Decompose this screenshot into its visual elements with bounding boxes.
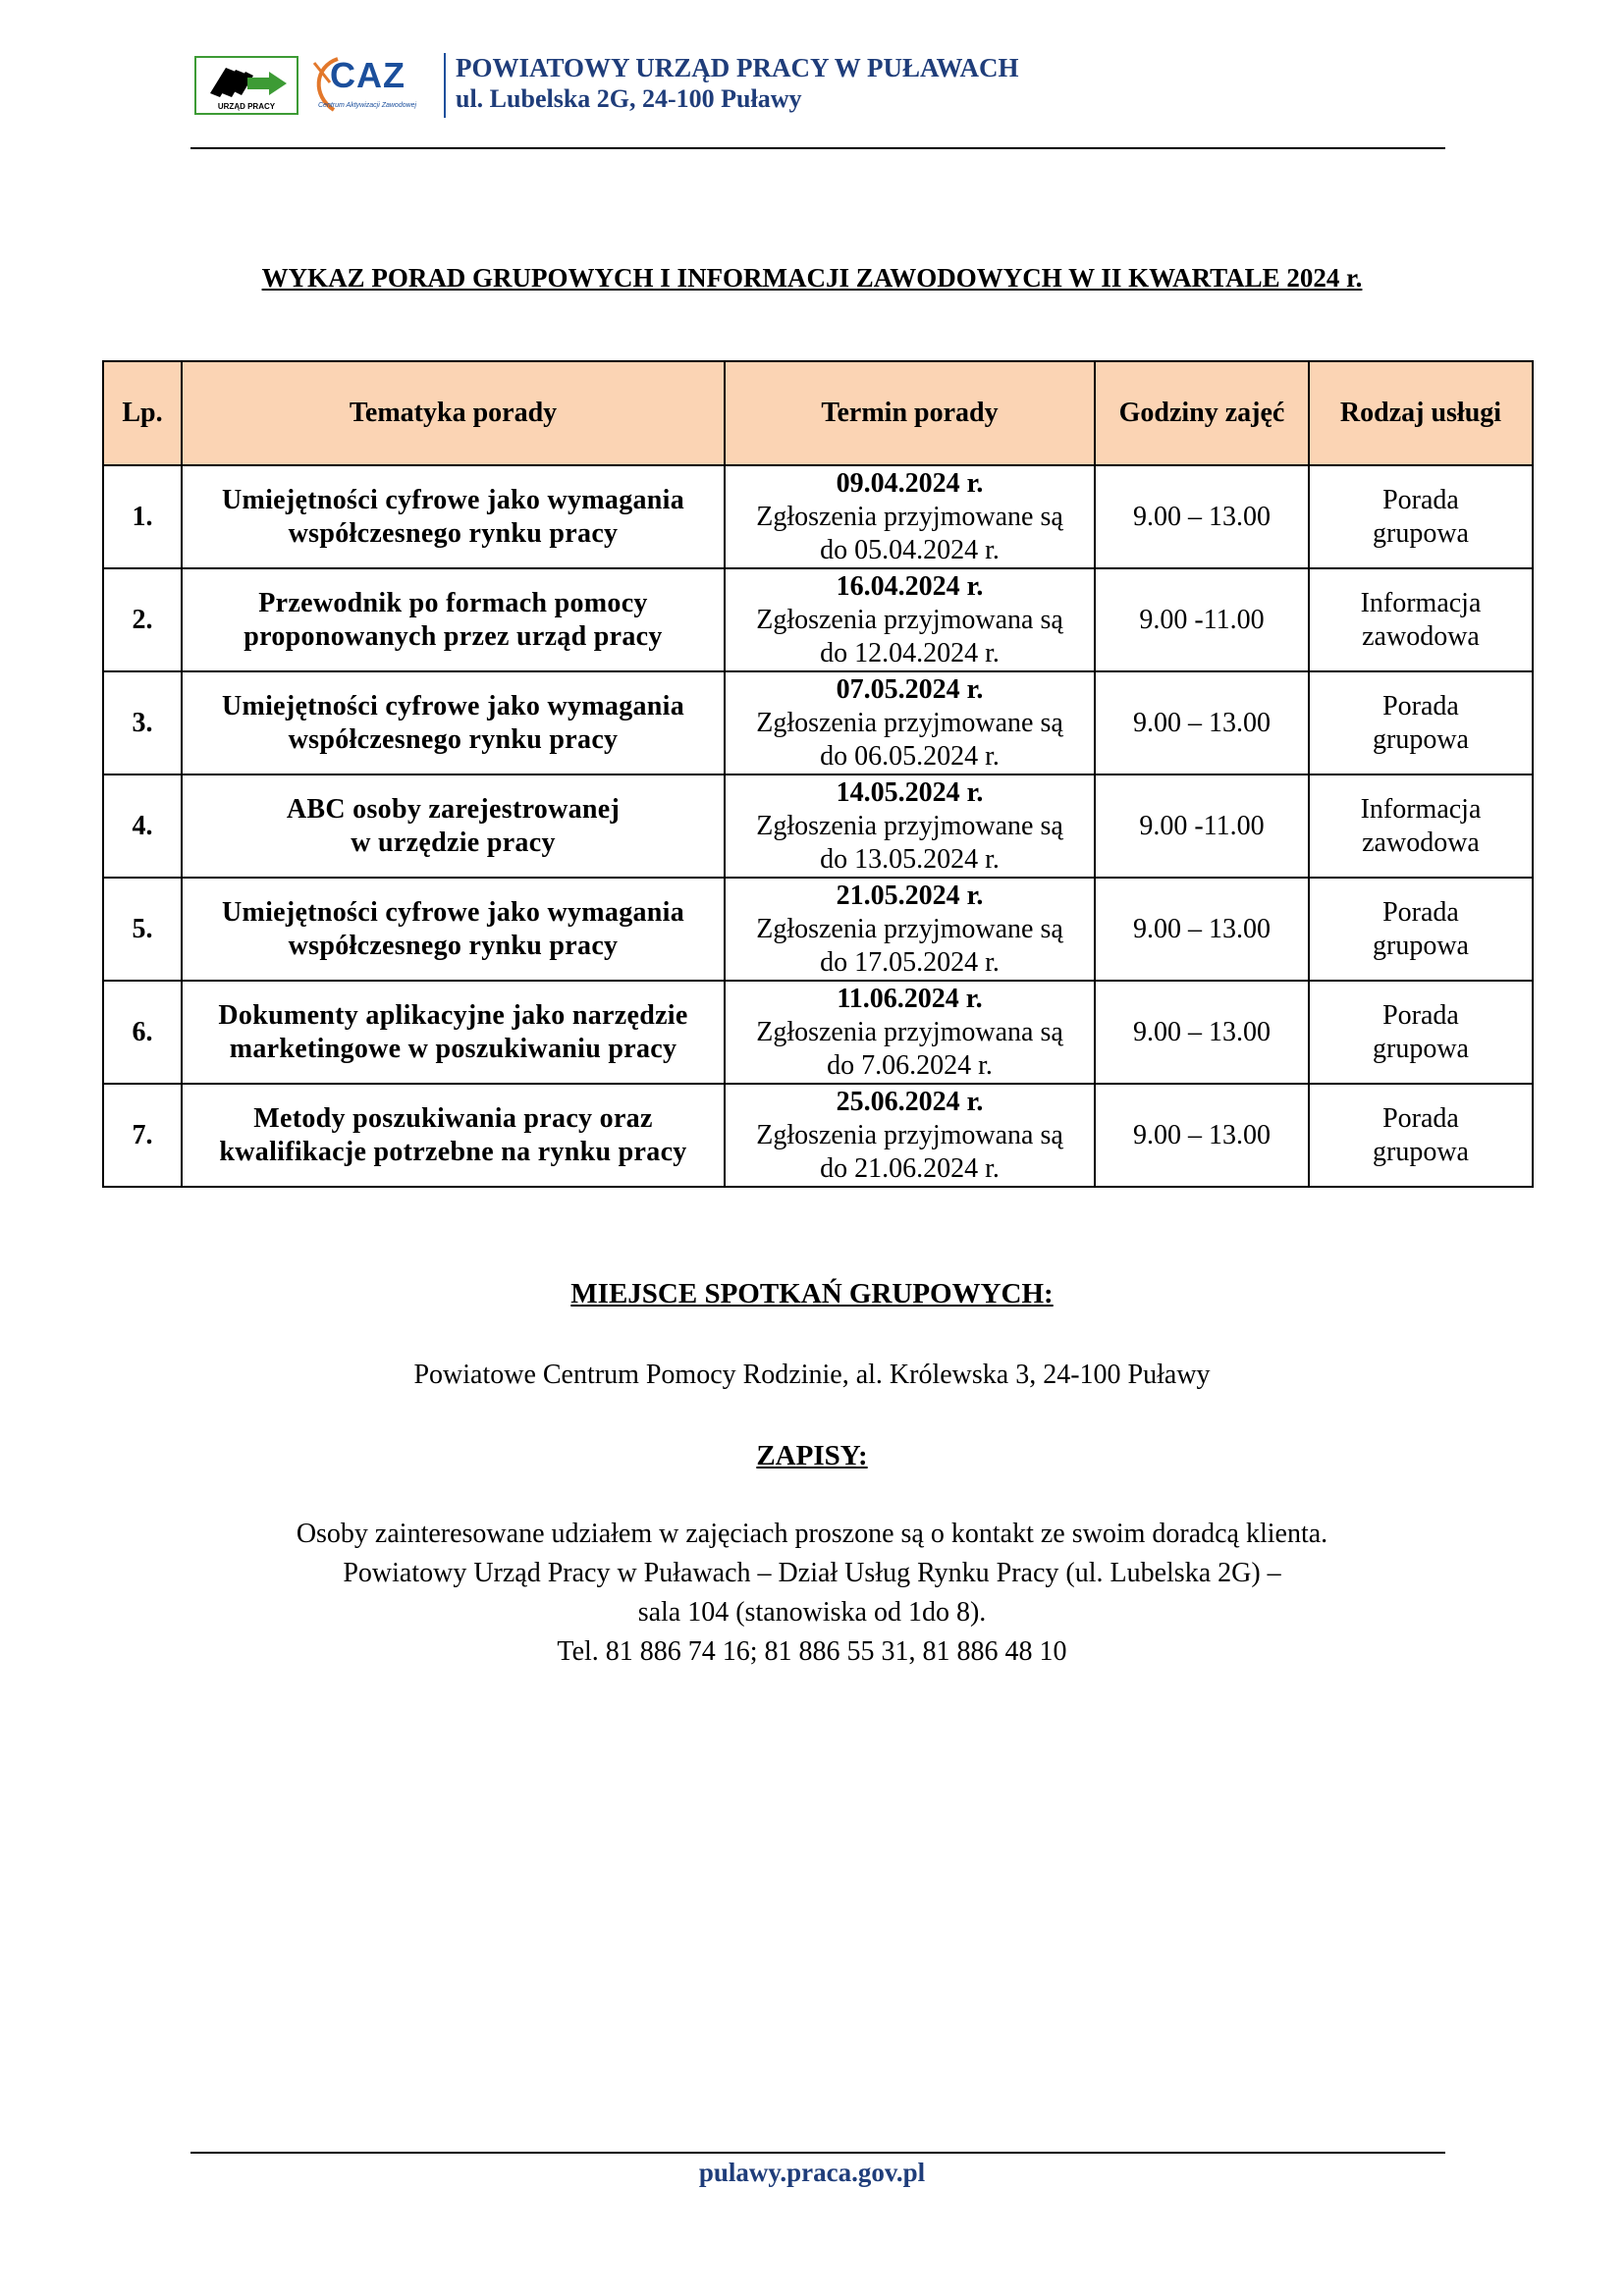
place-heading: MIEJSCE SPOTKAŃ GRUPOWYCH: bbox=[570, 1278, 1054, 1309]
session-date: 25.06.2024 r. bbox=[836, 1086, 984, 1117]
advice-topic bbox=[182, 465, 725, 568]
enrolment-heading: ZAPISY: bbox=[756, 1440, 868, 1471]
registration-note: Zgłoszenia przyjmowana są bbox=[756, 1119, 1063, 1150]
registration-note: Zgłoszenia przyjmowana są bbox=[756, 604, 1063, 635]
footer-website: pulawy.praca.gov.pl bbox=[698, 2158, 926, 2187]
caz-logo-text: CAZ bbox=[330, 55, 406, 95]
service-type bbox=[1309, 981, 1533, 1084]
registration-deadline: do 12.04.2024 r. bbox=[820, 637, 1000, 668]
logo-label: URZĄD PRACY bbox=[217, 102, 276, 111]
topic-line: kwalifikacje potrzebne na rynku pracy bbox=[219, 1136, 687, 1167]
enrolment-line: Powiatowy Urząd Pracy w Puławach – Dział Usług Rynku Pracy (ul. Lubelska 2G) – bbox=[343, 1558, 1281, 1588]
topic-line: współczesnego rynku pracy bbox=[288, 723, 619, 755]
row-number: 6. bbox=[103, 981, 182, 1084]
topic-line: ABC osoby zarejestrowanej bbox=[286, 793, 621, 825]
session-hours: 9.00 – 13.00 bbox=[1095, 671, 1309, 774]
table-row bbox=[103, 568, 1533, 671]
header-service-type: Rodzaj usługi bbox=[1309, 361, 1533, 465]
urzad-pracy-logo bbox=[194, 56, 298, 115]
service-type bbox=[1309, 878, 1533, 981]
advice-date bbox=[725, 878, 1095, 981]
topic-line: proponowanych przez urząd pracy bbox=[244, 620, 663, 652]
advice-date bbox=[725, 774, 1095, 878]
enrolment-info bbox=[0, 1515, 1624, 1672]
service-type-line: grupowa bbox=[1373, 1033, 1469, 1064]
topic-line: Przewodnik po formach pomocy bbox=[258, 587, 648, 618]
table-header-row bbox=[103, 361, 1533, 465]
row-number: 1. bbox=[103, 465, 182, 568]
advice-date bbox=[725, 1084, 1095, 1187]
service-type-line: grupowa bbox=[1373, 723, 1469, 755]
letterhead bbox=[194, 53, 1443, 118]
table-row bbox=[103, 981, 1533, 1084]
organization-address: ul. Lubelska 2G, 24-100 Puławy bbox=[456, 84, 802, 113]
enrolment-line: Osoby zainteresowane udziałem w zajęciach proszone są o kontakt ze swoim doradcą klienta. bbox=[296, 1519, 1328, 1549]
registration-note: Zgłoszenia przyjmowana są bbox=[756, 1016, 1063, 1047]
session-date: 14.05.2024 r. bbox=[836, 776, 984, 808]
footer-rule bbox=[190, 2152, 1445, 2154]
header-hours: Godziny zajęć bbox=[1095, 361, 1309, 465]
table-row bbox=[103, 774, 1533, 878]
advice-topic bbox=[182, 1084, 725, 1187]
topic-line: Metody poszukiwania pracy oraz bbox=[253, 1102, 653, 1134]
service-type-line: Informacja bbox=[1360, 587, 1482, 618]
row-number: 3. bbox=[103, 671, 182, 774]
session-hours: 9.00 -11.00 bbox=[1095, 568, 1309, 671]
service-type-line: Porada bbox=[1382, 1102, 1459, 1134]
service-type bbox=[1309, 671, 1533, 774]
service-type-line: grupowa bbox=[1373, 930, 1469, 961]
registration-deadline: do 05.04.2024 r. bbox=[820, 534, 1000, 565]
topic-line: Umiejętności cyfrowe jako wymagania bbox=[221, 896, 685, 928]
topic-line: w urzędzie pracy bbox=[351, 827, 556, 858]
service-type-line: grupowa bbox=[1373, 517, 1469, 549]
session-hours: 9.00 – 13.00 bbox=[1095, 1084, 1309, 1187]
service-type bbox=[1309, 465, 1533, 568]
header-rule bbox=[190, 147, 1445, 149]
registration-deadline: do 17.05.2024 r. bbox=[820, 946, 1000, 978]
document-title: WYKAZ PORAD GRUPOWYCH I INFORMACJI ZAWODOWYCH W II KWARTALE 2024 r. bbox=[261, 263, 1363, 293]
place-address: Powiatowe Centrum Pomocy Rodzinie, al. Królewska 3, 24-100 Puławy bbox=[413, 1360, 1211, 1390]
registration-deadline: do 7.06.2024 r. bbox=[827, 1049, 993, 1081]
session-hours: 9.00 – 13.00 bbox=[1095, 981, 1309, 1084]
topic-line: Dokumenty aplikacyjne jako narzędzie bbox=[218, 999, 688, 1031]
service-type bbox=[1309, 568, 1533, 671]
topic-line: współczesnego rynku pracy bbox=[288, 517, 619, 549]
header-date: Termin porady bbox=[725, 361, 1095, 465]
service-type-line: Porada bbox=[1382, 896, 1459, 928]
row-number: 4. bbox=[103, 774, 182, 878]
advice-topic bbox=[182, 568, 725, 671]
service-type-line: Porada bbox=[1382, 690, 1459, 721]
service-type bbox=[1309, 1084, 1533, 1187]
table-row bbox=[103, 1084, 1533, 1187]
organization-name: POWIATOWY URZĄD PRACY W PUŁAWACH bbox=[456, 53, 1019, 82]
advice-date bbox=[725, 981, 1095, 1084]
advice-topic bbox=[182, 878, 725, 981]
advice-topic bbox=[182, 981, 725, 1084]
registration-note: Zgłoszenia przyjmowane są bbox=[756, 501, 1063, 532]
session-date: 21.05.2024 r. bbox=[836, 880, 984, 911]
session-date: 07.05.2024 r. bbox=[836, 673, 984, 705]
row-number: 5. bbox=[103, 878, 182, 981]
caz-logo-subtext: Centrum Aktywizacji Zawodowej bbox=[318, 102, 417, 109]
session-hours: 9.00 – 13.00 bbox=[1095, 465, 1309, 568]
session-date: 16.04.2024 r. bbox=[836, 570, 984, 602]
service-type-line: Porada bbox=[1382, 484, 1459, 515]
phone-numbers: Tel. 81 886 74 16; 81 886 55 31, 81 886 48 10 bbox=[557, 1636, 1067, 1667]
registration-deadline: do 13.05.2024 r. bbox=[820, 843, 1000, 875]
service-type-line: Informacja bbox=[1360, 793, 1482, 825]
advice-date bbox=[725, 465, 1095, 568]
service-type-line: zawodowa bbox=[1362, 827, 1480, 858]
topic-line: Umiejętności cyfrowe jako wymagania bbox=[221, 690, 685, 721]
row-number: 2. bbox=[103, 568, 182, 671]
topic-line: współczesnego rynku pracy bbox=[288, 930, 619, 961]
service-type-line: grupowa bbox=[1373, 1136, 1469, 1167]
registration-deadline: do 06.05.2024 r. bbox=[820, 740, 1000, 772]
enrolment-line: sala 104 (stanowiska od 1do 8). bbox=[637, 1597, 987, 1628]
service-type-line: Porada bbox=[1382, 999, 1459, 1031]
session-hours: 9.00 – 13.00 bbox=[1095, 878, 1309, 981]
header-divider bbox=[444, 53, 446, 118]
session-date: 11.06.2024 r. bbox=[837, 983, 983, 1014]
caz-logo bbox=[308, 53, 422, 118]
advice-date bbox=[725, 568, 1095, 671]
registration-note: Zgłoszenia przyjmowane są bbox=[756, 913, 1063, 944]
service-type-line: zawodowa bbox=[1362, 620, 1480, 652]
header-lp: Lp. bbox=[103, 361, 182, 465]
table-row bbox=[103, 465, 1533, 568]
session-hours: 9.00 -11.00 bbox=[1095, 774, 1309, 878]
service-type bbox=[1309, 774, 1533, 878]
session-date: 09.04.2024 r. bbox=[836, 467, 984, 499]
registration-note: Zgłoszenia przyjmowane są bbox=[756, 707, 1063, 738]
registration-deadline: do 21.06.2024 r. bbox=[820, 1152, 1000, 1184]
advice-date bbox=[725, 671, 1095, 774]
row-number: 7. bbox=[103, 1084, 182, 1187]
registration-note: Zgłoszenia przyjmowane są bbox=[756, 810, 1063, 841]
table-row bbox=[103, 671, 1533, 774]
topic-line: marketingowe w poszukiwaniu pracy bbox=[229, 1033, 677, 1064]
topic-line: Umiejętności cyfrowe jako wymagania bbox=[221, 484, 685, 515]
table-row bbox=[103, 878, 1533, 981]
header-topic: Tematyka porady bbox=[182, 361, 725, 465]
schedule-table bbox=[102, 360, 1534, 1188]
advice-topic bbox=[182, 671, 725, 774]
advice-topic bbox=[182, 774, 725, 878]
